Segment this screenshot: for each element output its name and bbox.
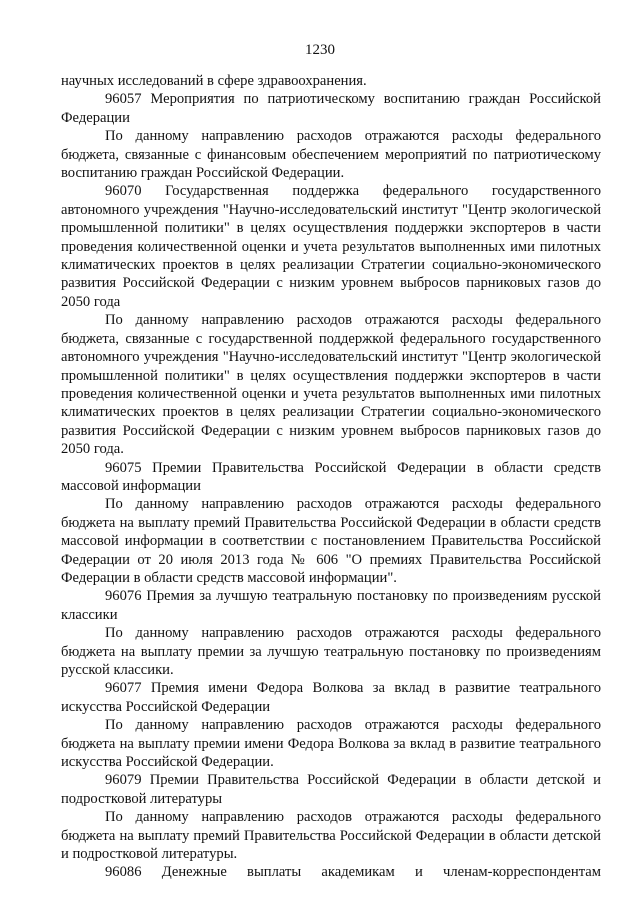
page-number: 1230: [305, 42, 335, 58]
paragraph: 96057 Мероприятия по патриотическому воспитанию граждан Российской Федерации: [61, 91, 601, 126]
paragraph: По данному направлению расходов отражаются расходы федерального бюджета на выплату премий Правительства Российской Федерации в области средств массовой информации в соответствии с постановлением Правительства Российской Федерации от 20 июля 2013 года № 606 "О премиях Правительства Российской Федерации в области средств массовой информации".: [61, 496, 601, 586]
paragraph: 96076 Премия за лучшую театральную постановку по произведениям русской классики: [61, 588, 601, 623]
paragraph: По данному направлению расходов отражаются расходы федерального бюджета, связанные с государственной поддержкой федерального государственного автономного учреждения "Научно-исследовательский институт "Центр экологической промышленной политики" в целях осуществления поддержки экспортеров в части проведения количественной оценки и учета результатов выполненных ими пилотных климатических проектов в целях реализации Стратегии социально-экономического развития Российской Федерации с низким уровнем выбросов парниковых газов до 2050 года.: [61, 312, 601, 458]
paragraph: По данному направлению расходов отражаются расходы федерального бюджета на выплату премии имени Федора Волкова за вклад в развитие театрального искусства Российской Федерации.: [61, 717, 601, 771]
paragraph: 96070 Государственная поддержка федерального государственного автономного учреждения "Научно-исследовательский институт "Центр экологической промышленной политики" в целях осуществления поддержки экспортеров в части проведения количественной оценки и учета результатов выполненных ими пилотных климатических проектов в целях реализации Стратегии социально-экономического развития Российской Федерации с низким уровнем выбросов парниковых газов до 2050 года: [61, 183, 601, 310]
paragraph: 96079 Премии Правительства Российской Федерации в области детской и подростковой литературы: [61, 772, 601, 807]
paragraph: По данному направлению расходов отражаются расходы федерального бюджета на выплату премий Правительства Российской Федерации в области детской и подростковой литературы.: [61, 809, 601, 863]
paragraph: По данному направлению расходов отражаются расходы федерального бюджета, связанные с финансовым обеспечением мероприятий по патриотическому воспитанию граждан Российской Федерации.: [61, 128, 601, 182]
paragraph: 96086 Денежные выплаты академикам и членам-корреспондентам: [105, 864, 601, 881]
document-body: [61, 72, 601, 882]
paragraph: 96077 Премия имени Федора Волкова за вклад в развитие театрального искусства Российской Федерации: [61, 680, 601, 715]
paragraph: 96075 Премии Правительства Российской Федерации в области средств массовой информации: [61, 459, 601, 494]
paragraph: По данному направлению расходов отражаются расходы федерального бюджета на выплату премии за лучшую театральную постановку по произведениям русской классики.: [61, 625, 601, 678]
paragraph: научных исследований в сфере здравоохранения.: [61, 73, 367, 89]
